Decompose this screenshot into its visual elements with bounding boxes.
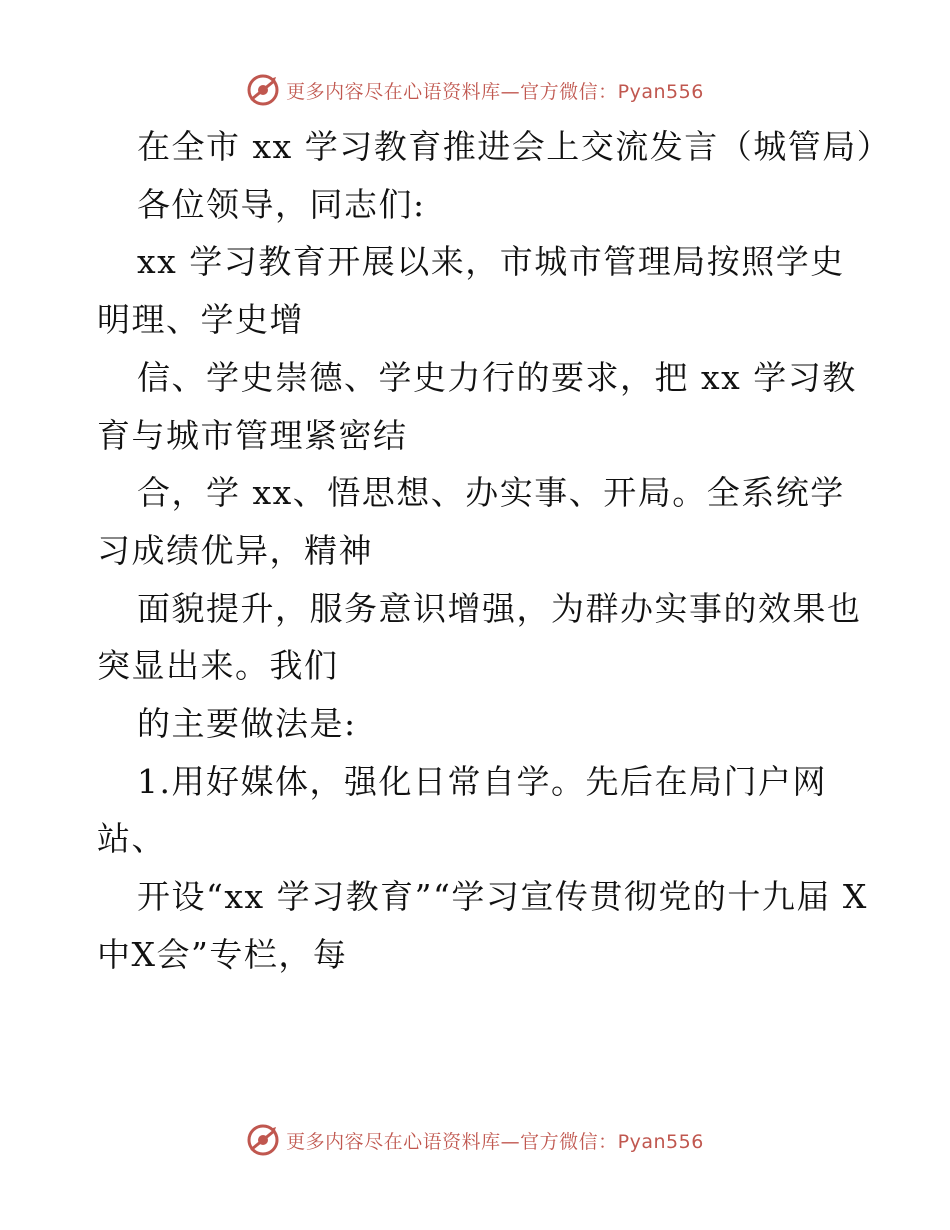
paragraph: 的主要做法是: [137,704,357,744]
salutation: 各位领导，同志们: [137,184,426,224]
header-banner-content [246,73,704,107]
header-banner [0,70,950,110]
footer-banner-text: 更多内容尽在心语资料库—官方微信：Pyan556 [286,1130,704,1153]
paragraph: xx 学习教育开展以来，市城市管理局按照学史明理、学史增 [97,242,845,340]
document-title: 在全市 xx 学习教育推进会上交流发言（城管局） [137,127,892,166]
paragraph: 面貌提升，服务意识增强，为群办实事的效果也突显出来。我们 [97,588,862,686]
paragraph: 1.用好媒体，强化日常自学。先后在局门户网站、 [97,761,827,859]
document-body [97,118,892,984]
footer-banner [0,1120,950,1160]
logo-mark-icon [246,73,280,107]
header-banner-text: 更多内容尽在心语资料库—官方微信：Pyan556 [286,80,704,103]
paragraph: 信、学史崇德、学史力行的要求，把 xx 学习教育与城市管理紧密结 [97,357,857,455]
footer-banner-content [246,1123,704,1157]
paragraph: 开设“xx 学习教育”“学习宣传贯彻党的十九届 X中X会”专栏，每 [97,877,868,974]
paragraph: 合，学 xx、悟思想、办实事、开局。全系统学习成绩优异，精神 [97,473,845,570]
logo-mark-icon [246,1123,280,1157]
